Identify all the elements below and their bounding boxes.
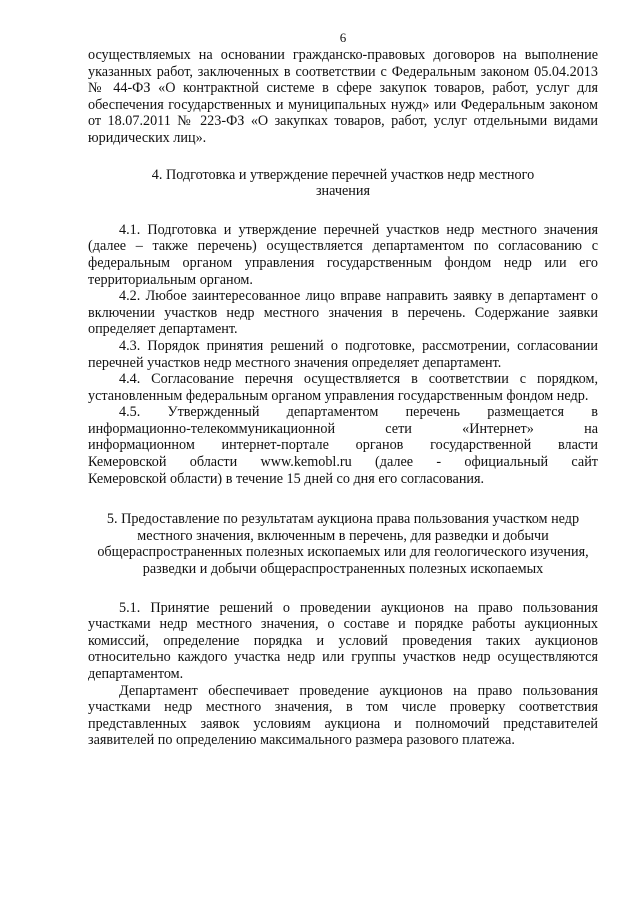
paragraph-4-4: 4.4. Согласование перечня осуществляется в соответствии с порядком, установленным федеральным органом управления государственным фондом недр. [88,371,598,404]
paragraph-department-auctions: Департамент обеспечивает проведение аукционов на право пользования участками недр местного значения, в том числе проверку соответствия представленных заявок условиям аукциона и полномочий представителей заявителей по определению максимального размера разового платежа. [88,682,598,749]
section-5-heading: 5. Предоставление по результатам аукциона права пользования участком недр местного значения, включенным в перечень, для разведки и добычи общераспространенных полезных ископаемых или для геологического изучения, разведки и добычи общераспространенных полезных ископаемых [97,511,589,578]
section-4-heading: 4. Подготовка и утверждение перечней участков недр местного значения [151,166,535,200]
paragraph-4-3: 4.3. Порядок принятия решений о подготовке, рассмотрении, согласовании перечней участков недр местного значения определяет департамент. [88,337,598,371]
paragraph-4-5-line: информационном интернет-портале органов государственной власти [88,437,598,454]
paragraph-continuation: осуществляемых на основании гражданско-правовых договоров на выполнение указанных работ, заключенных в соответствии с Федеральным законом 05.04.2013 № 44-ФЗ «О контрактной системе в сфере закупок товаров, работ, услуг для обеспечения государственных и муниципальных нужд» или Федеральным законом от 18.07.2011 № 223-ФЗ «О закупках товаров, работ, услуг отдельными видами юридических лиц». [88,47,598,146]
paragraph-4-5-line: Кемеровской области) в течение 15 дней со дня его согласования. [88,470,485,487]
paragraph-4-1: 4.1. Подготовка и утверждение перечней участков недр местного значения (далее – также перечень) осуществляется департаментом по согласованию с федеральным органом управления государственным фондом недр или его территориальным органом. [88,221,598,288]
paragraph-4-5-line: 4.5. Утвержденный департаментом перечень размещается в [119,404,598,421]
paragraph-4-5-line: информационно-телекоммуникационной сети «Интернет» на [88,420,598,437]
paragraph-4-5-line: Кемеровской области www.kemobl.ru (далее - официальный сайт [88,454,598,471]
paragraph-5-1: 5.1. Принятие решений о проведении аукционов на право пользования участками недр местного значения, о составе и порядке работы аукционных комиссий, определение порядка и условий проведения таких аукционов относительно каждого участка недр или группы участков недр осуществляются департаментом. [88,599,598,682]
paragraph-4-2: 4.2. Любое заинтересованное лицо вправе направить заявку в департамент о включении участков недр местного значения в перечень. Содержание заявки определяет департамент. [88,288,598,338]
page-number: 6 [339,30,347,45]
document-page [88,30,598,749]
paragraph-4-5 [88,404,598,487]
